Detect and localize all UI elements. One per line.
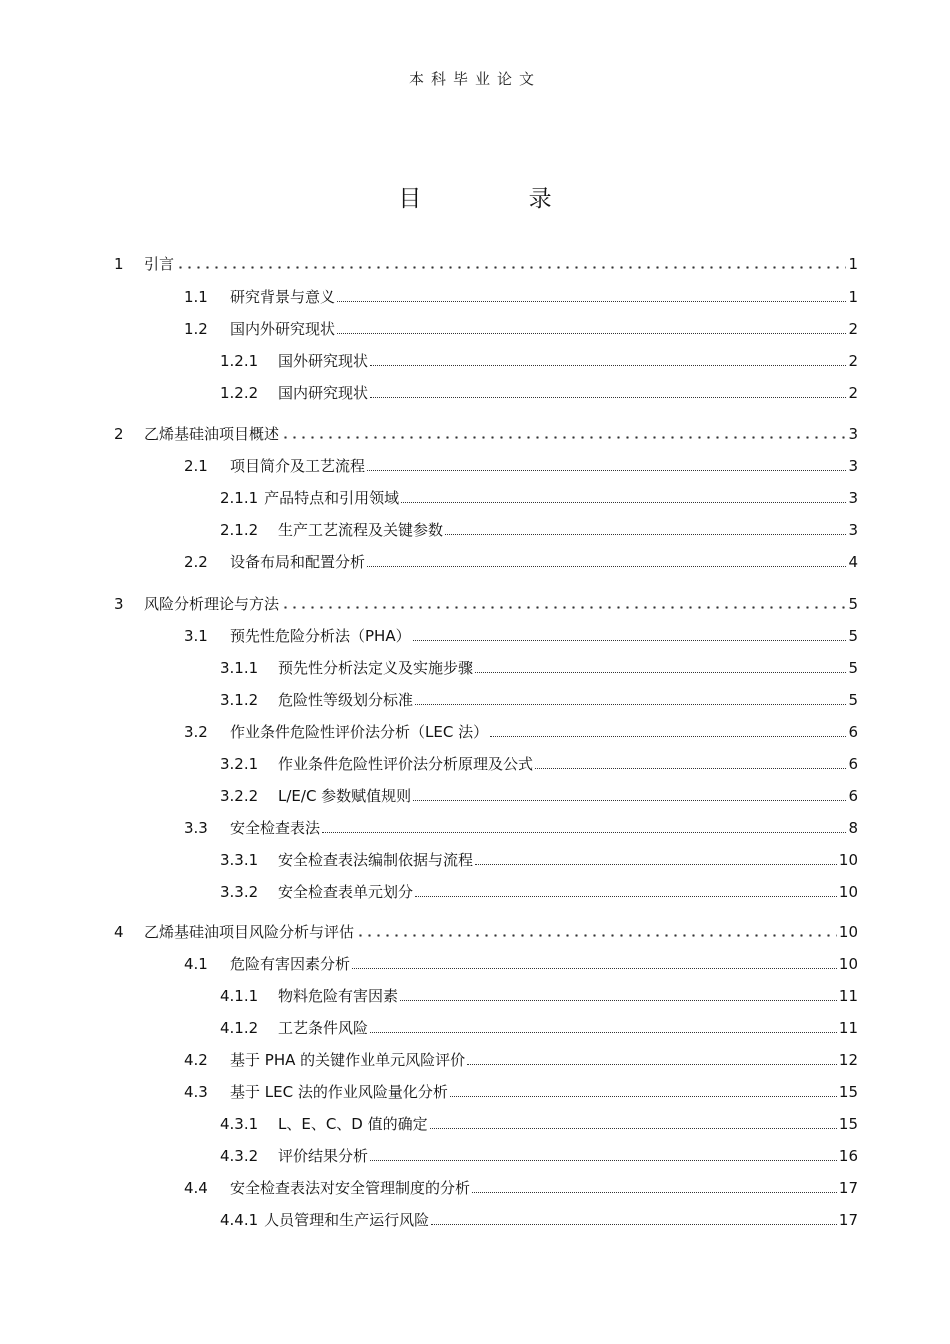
toc-dot-leader — [535, 768, 846, 769]
toc-entry-page-number: 17 — [838, 1179, 858, 1197]
toc-entry-page-number: 1 — [848, 255, 858, 273]
toc-entry-title: L/E/C 参数赋值规则 — [278, 787, 412, 805]
toc-entry-page-number: 16 — [838, 1147, 858, 1165]
toc-entry[interactable] — [0, 1110, 950, 1134]
toc-entry-number: 4.1.2 — [220, 1019, 259, 1037]
toc-dot-leader — [475, 672, 846, 673]
toc-dot-leader — [370, 397, 846, 398]
toc-entry[interactable] — [0, 315, 950, 339]
toc-entry[interactable] — [0, 1206, 950, 1230]
toc-entry-number: 1.1 — [184, 288, 208, 306]
toc-entry-page-number: 12 — [838, 1051, 858, 1069]
toc-entry-title: 研究背景与意义 — [230, 288, 336, 306]
toc-entry-page-number: 3 — [848, 457, 858, 475]
toc-entry-page-number: 10 — [838, 883, 858, 901]
toc-entry-page-number: 2 — [848, 320, 858, 338]
toc-entry[interactable] — [0, 750, 950, 774]
toc-entry-page-number: 11 — [838, 1019, 858, 1037]
toc-entry-title: 生产工艺流程及关键参数 — [278, 521, 444, 539]
toc-entry-page-number: 15 — [838, 1083, 858, 1101]
toc-entry-page-number: 6 — [848, 755, 858, 773]
toc-entry-number: 3 — [114, 595, 124, 613]
toc-entry-number: 3.1.1 — [220, 659, 259, 677]
toc-entry[interactable] — [0, 379, 950, 403]
toc-entry[interactable] — [0, 452, 950, 476]
toc-entry-title: 作业条件危险性评价法分析（LEC 法） — [230, 723, 489, 741]
toc-entry-number: 4.3.1 — [220, 1115, 259, 1133]
toc-entry-number: 3.3.1 — [220, 851, 259, 869]
toc-entry[interactable] — [0, 814, 950, 838]
toc-entry-number: 4.1.1 — [220, 987, 259, 1005]
toc-entry[interactable] — [0, 590, 950, 614]
toc-entry-page-number: 10 — [838, 955, 858, 973]
toc-entry-title: 危险性等级划分标准 — [278, 691, 414, 709]
toc-entry-page-number: 17 — [838, 1211, 858, 1229]
toc-entry[interactable] — [0, 1014, 950, 1038]
toc-entry[interactable] — [0, 548, 950, 572]
toc-entry-page-number: 10 — [838, 851, 858, 869]
toc-dot-leader — [475, 864, 837, 865]
toc-dot-leader — [356, 934, 837, 937]
toc-entry-page-number: 11 — [838, 987, 858, 1005]
toc-entry-title: 预先性分析法定义及实施步骤 — [278, 659, 474, 677]
toc-dot-leader — [281, 436, 846, 439]
toc-entry-number: 2.1 — [184, 457, 208, 475]
toc-entry-title: 基于 PHA 的关键作业单元风险评价 — [230, 1051, 466, 1069]
toc-entry-title: 引言 — [144, 255, 175, 273]
toc-dot-leader — [445, 534, 846, 535]
toc-entry-number: 1.2.1 — [220, 352, 259, 370]
toc-entry-title: 作业条件危险性评价法分析原理及公式 — [278, 755, 534, 773]
toc-entry-number: 3.2 — [184, 723, 208, 741]
toc-entry-number: 3.1.2 — [220, 691, 259, 709]
toc-entry-title: 评价结果分析 — [278, 1147, 369, 1165]
toc-dot-leader — [450, 1096, 837, 1097]
toc-entry[interactable] — [0, 686, 950, 710]
toc-entry-title: 物料危险有害因素 — [278, 987, 399, 1005]
toc-entry-number: 4.3 — [184, 1083, 208, 1101]
toc-dot-leader — [400, 1000, 837, 1001]
toc-dot-leader — [370, 1160, 837, 1161]
toc-entry-title: 风险分析理论与方法 — [144, 595, 280, 613]
toc-entry-page-number: 5 — [848, 595, 858, 613]
toc-dot-leader — [352, 968, 837, 969]
toc-entry[interactable] — [0, 982, 950, 1006]
toc-entry-page-number: 5 — [848, 627, 858, 645]
toc-dot-leader — [467, 1064, 837, 1065]
toc-entry[interactable] — [0, 1174, 950, 1198]
toc-entry-page-number: 8 — [848, 819, 858, 837]
toc-dot-leader — [413, 640, 847, 641]
toc-entry-number: 3.2.2 — [220, 787, 259, 805]
toc-entry[interactable] — [0, 347, 950, 371]
toc-entry-page-number: 5 — [848, 659, 858, 677]
toc-dot-leader — [415, 896, 837, 897]
toc-entry-number: 4 — [114, 923, 124, 941]
toc-entry-number: 2.1.2 — [220, 521, 259, 539]
toc-entry-title: 预先性危险分析法（PHA） — [230, 627, 411, 645]
toc-entry-title: 危险有害因素分析 — [230, 955, 351, 973]
toc-entry-page-number: 1 — [848, 288, 858, 306]
toc-dot-leader — [281, 606, 846, 609]
toc-entry[interactable] — [0, 846, 950, 870]
toc-entry-page-number: 2 — [848, 352, 858, 370]
toc-dot-leader — [367, 566, 846, 567]
toc-entry-page-number: 10 — [838, 923, 858, 941]
toc-entry[interactable] — [0, 283, 950, 307]
toc-entry[interactable] — [0, 918, 950, 942]
toc-entry-title: 安全检查表单元划分 — [278, 883, 414, 901]
toc-entry[interactable] — [0, 484, 950, 508]
toc-entry-number: 2.1.1 — [220, 489, 259, 507]
toc-entry-page-number: 3 — [848, 521, 858, 539]
page-header: 本科毕业论文 — [408, 70, 541, 88]
toc-entry[interactable] — [0, 782, 950, 806]
toc-entry-number: 4.3.2 — [220, 1147, 259, 1165]
toc-dot-leader — [337, 301, 846, 302]
toc-entry[interactable] — [0, 622, 950, 646]
toc-entry-number: 1.2.2 — [220, 384, 259, 402]
toc-entry-title: 工艺条件风险 — [278, 1019, 369, 1037]
toc-entry-number: 1 — [114, 255, 124, 273]
toc-entry[interactable] — [0, 1078, 950, 1102]
toc-entry-page-number: 5 — [848, 691, 858, 709]
toc-entry-title: 国外研究现状 — [278, 352, 369, 370]
toc-entry-number: 3.2.1 — [220, 755, 259, 773]
toc-entry-title: 基于 LEC 法的作业风险量化分析 — [230, 1083, 448, 1101]
toc-entry-page-number: 15 — [838, 1115, 858, 1133]
toc-entry-title: L、E、C、D 值的确定 — [278, 1115, 428, 1133]
toc-entry-number: 3.3.2 — [220, 883, 259, 901]
toc-entry[interactable] — [0, 718, 950, 742]
toc-entry-title: 人员管理和生产运行风险 — [264, 1211, 430, 1229]
toc-entry[interactable] — [0, 420, 950, 444]
toc-dot-leader — [415, 704, 846, 705]
toc-dot-leader — [413, 800, 846, 801]
toc-dot-leader — [370, 1032, 837, 1033]
toc-dot-leader — [401, 502, 846, 503]
toc-entry-title: 乙烯基硅油项目概述 — [144, 425, 280, 443]
toc-entry[interactable] — [0, 878, 950, 902]
toc-dot-leader — [176, 266, 846, 269]
toc-entry-title: 设备布局和配置分析 — [230, 553, 366, 571]
toc-dot-leader — [337, 333, 846, 334]
toc-entry[interactable] — [0, 250, 950, 274]
toc-entry-number: 4.2 — [184, 1051, 208, 1069]
toc-entry[interactable] — [0, 516, 950, 540]
toc-entry-title: 项目简介及工艺流程 — [230, 457, 366, 475]
toc-dot-leader — [431, 1224, 837, 1225]
toc-entry-page-number: 2 — [848, 384, 858, 402]
toc-entry-page-number: 3 — [848, 489, 858, 507]
toc-entry-page-number: 3 — [848, 425, 858, 443]
toc-entry[interactable] — [0, 1046, 950, 1070]
toc-entry-title: 安全检查表法 — [230, 819, 321, 837]
toc-entry[interactable] — [0, 1142, 950, 1166]
toc-entry-page-number: 6 — [848, 787, 858, 805]
toc-entry-page-number: 6 — [848, 723, 858, 741]
toc-dot-leader — [490, 736, 846, 737]
toc-dot-leader — [370, 365, 846, 366]
page-title: 目 录 — [398, 186, 602, 212]
toc-entry-number: 4.4.1 — [220, 1211, 259, 1229]
toc-dot-leader — [430, 1128, 837, 1129]
toc-entry-number: 4.1 — [184, 955, 208, 973]
toc-entry-title: 国内研究现状 — [278, 384, 369, 402]
toc-entry-page-number: 4 — [848, 553, 858, 571]
toc-entry-title: 安全检查表法对安全管理制度的分析 — [230, 1179, 471, 1197]
toc-entry-title: 国内外研究现状 — [230, 320, 336, 338]
toc-dot-leader — [472, 1192, 837, 1193]
toc-entry-title: 产品特点和引用领域 — [264, 489, 400, 507]
toc-entry-number: 1.2 — [184, 320, 208, 338]
toc-entry-number: 4.4 — [184, 1179, 208, 1197]
toc-entry[interactable] — [0, 950, 950, 974]
toc-entry[interactable] — [0, 654, 950, 678]
toc-entry-number: 2 — [114, 425, 124, 443]
toc-dot-leader — [322, 832, 846, 833]
toc-entry-number: 3.1 — [184, 627, 208, 645]
toc-entry-title: 安全检查表法编制依据与流程 — [278, 851, 474, 869]
toc-entry-number: 3.3 — [184, 819, 208, 837]
toc-entry-number: 2.2 — [184, 553, 208, 571]
toc-entry-title: 乙烯基硅油项目风险分析与评估 — [144, 923, 355, 941]
toc-dot-leader — [367, 470, 846, 471]
